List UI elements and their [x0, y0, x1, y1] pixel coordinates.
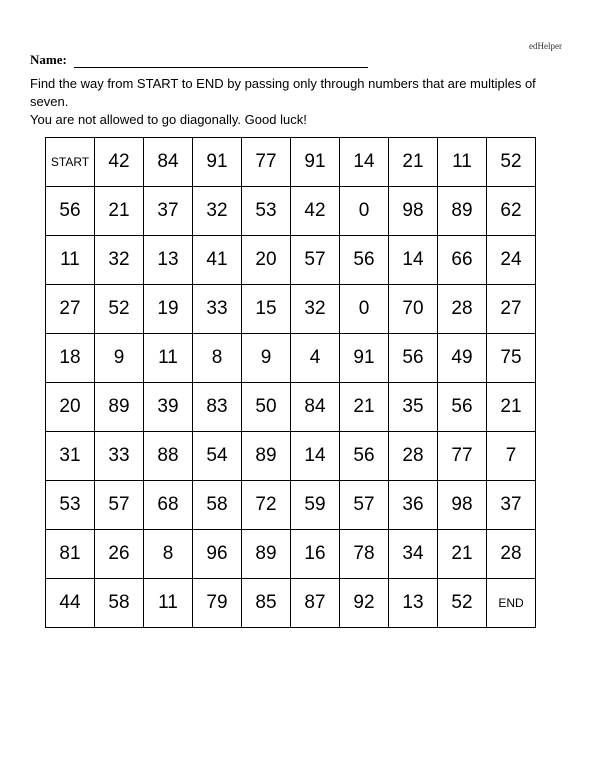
maze-cell[interactable]: 32	[193, 187, 242, 236]
maze-row	[46, 138, 536, 187]
maze-cell[interactable]: 81	[46, 530, 95, 579]
maze-cell[interactable]: 89	[242, 530, 291, 579]
maze-cell[interactable]: 91	[291, 138, 340, 187]
maze-cell[interactable]: 11	[438, 138, 487, 187]
name-row	[30, 52, 368, 68]
maze-cell[interactable]: 68	[144, 481, 193, 530]
maze-cell[interactable]: 21	[389, 138, 438, 187]
maze-cell[interactable]: 56	[389, 334, 438, 383]
maze-cell[interactable]: 0	[340, 187, 389, 236]
maze-cell[interactable]: 37	[144, 187, 193, 236]
maze-cell[interactable]: 56	[46, 187, 95, 236]
maze-cell[interactable]: 42	[95, 138, 144, 187]
maze-row	[46, 432, 536, 481]
maze-cell[interactable]: 20	[46, 383, 95, 432]
maze-cell[interactable]: 62	[487, 187, 536, 236]
maze-cell[interactable]: 52	[487, 138, 536, 187]
maze-cell[interactable]: 13	[389, 579, 438, 628]
maze-cell[interactable]: 79	[193, 579, 242, 628]
maze-cell[interactable]: END	[487, 579, 536, 628]
maze-cell[interactable]: 33	[193, 285, 242, 334]
maze-cell[interactable]: 24	[487, 236, 536, 285]
maze-cell[interactable]: START	[46, 138, 95, 187]
maze-cell[interactable]: 59	[291, 481, 340, 530]
maze-cell[interactable]: 7	[487, 432, 536, 481]
maze-cell[interactable]: 14	[291, 432, 340, 481]
maze-cell[interactable]: 77	[438, 432, 487, 481]
maze-cell[interactable]: 89	[242, 432, 291, 481]
maze-row	[46, 334, 536, 383]
instruction-line-1: Find the way from START to END by passing only through numbers that are multiples of seven.	[30, 76, 536, 109]
maze-row	[46, 579, 536, 628]
maze-cell[interactable]: 53	[242, 187, 291, 236]
maze-cell[interactable]: 88	[144, 432, 193, 481]
instructions	[30, 75, 575, 129]
maze-cell[interactable]: 8	[193, 334, 242, 383]
maze-cell[interactable]: 28	[438, 285, 487, 334]
maze-cell[interactable]: 27	[46, 285, 95, 334]
maze-row	[46, 285, 536, 334]
maze-cell[interactable]: 15	[242, 285, 291, 334]
maze-cell[interactable]: 57	[340, 481, 389, 530]
maze-row	[46, 383, 536, 432]
maze-cell[interactable]: 89	[95, 383, 144, 432]
maze-cell[interactable]: 96	[193, 530, 242, 579]
maze-cell[interactable]: 4	[291, 334, 340, 383]
maze-cell[interactable]: 14	[389, 236, 438, 285]
maze-row	[46, 481, 536, 530]
maze-cell[interactable]: 66	[438, 236, 487, 285]
instruction-line-2: You are not allowed to go diagonally. Good luck!	[30, 112, 307, 127]
maze-cell[interactable]: 28	[389, 432, 438, 481]
maze-cell[interactable]: 50	[242, 383, 291, 432]
maze-cell[interactable]: 32	[291, 285, 340, 334]
maze-cell[interactable]: 91	[193, 138, 242, 187]
maze-cell[interactable]: 58	[95, 579, 144, 628]
maze-cell[interactable]: 27	[487, 285, 536, 334]
maze-cell[interactable]: 41	[193, 236, 242, 285]
maze-cell[interactable]: 91	[340, 334, 389, 383]
maze-cell[interactable]: 87	[291, 579, 340, 628]
maze-cell[interactable]: 72	[242, 481, 291, 530]
maze-cell[interactable]: 98	[389, 187, 438, 236]
maze-cell[interactable]: 9	[242, 334, 291, 383]
maze-row	[46, 530, 536, 579]
maze-cell[interactable]: 84	[291, 383, 340, 432]
maze-cell[interactable]: 21	[438, 530, 487, 579]
maze-cell[interactable]: 56	[340, 432, 389, 481]
maze-cell[interactable]: 0	[340, 285, 389, 334]
maze-cell[interactable]: 78	[340, 530, 389, 579]
maze-cell[interactable]: 49	[438, 334, 487, 383]
maze-cell[interactable]: 85	[242, 579, 291, 628]
maze-cell[interactable]: 83	[193, 383, 242, 432]
maze-cell[interactable]: 98	[438, 481, 487, 530]
maze-cell[interactable]: 42	[291, 187, 340, 236]
maze-cell[interactable]: 34	[389, 530, 438, 579]
maze-row	[46, 236, 536, 285]
name-input-line[interactable]	[74, 55, 368, 68]
maze-cell[interactable]: 33	[95, 432, 144, 481]
maze-cell[interactable]: 26	[95, 530, 144, 579]
maze-cell[interactable]: 57	[291, 236, 340, 285]
maze-cell[interactable]: 52	[438, 579, 487, 628]
maze-cell[interactable]: 21	[340, 383, 389, 432]
maze-cell[interactable]: 58	[193, 481, 242, 530]
maze-cell[interactable]: 13	[144, 236, 193, 285]
maze-cell[interactable]: 57	[95, 481, 144, 530]
maze-cell[interactable]: 56	[438, 383, 487, 432]
maze-cell[interactable]: 53	[46, 481, 95, 530]
name-label: Name:	[30, 52, 67, 67]
maze-cell[interactable]: 89	[438, 187, 487, 236]
maze-cell[interactable]: 11	[144, 334, 193, 383]
maze-cell[interactable]: 44	[46, 579, 95, 628]
maze-cell[interactable]: 52	[95, 285, 144, 334]
maze-cell[interactable]: 92	[340, 579, 389, 628]
maze-cell[interactable]: 11	[46, 236, 95, 285]
maze-cell[interactable]: 20	[242, 236, 291, 285]
maze-row	[46, 187, 536, 236]
maze-cell[interactable]: 16	[291, 530, 340, 579]
maze-cell[interactable]: 54	[193, 432, 242, 481]
maze-cell[interactable]: 11	[144, 579, 193, 628]
maze-cell[interactable]: 37	[487, 481, 536, 530]
maze-cell[interactable]: 21	[487, 383, 536, 432]
maze-cell[interactable]: 84	[144, 138, 193, 187]
maze-cell[interactable]: 21	[95, 187, 144, 236]
maze-cell[interactable]: 56	[340, 236, 389, 285]
maze-cell[interactable]: 39	[144, 383, 193, 432]
brand-label: edHelper	[529, 41, 562, 51]
maze-grid	[45, 137, 536, 628]
maze-cell[interactable]: 28	[487, 530, 536, 579]
maze-cell[interactable]: 75	[487, 334, 536, 383]
maze-cell[interactable]: 8	[144, 530, 193, 579]
maze-cell[interactable]: 31	[46, 432, 95, 481]
maze-cell[interactable]: 32	[95, 236, 144, 285]
maze-cell[interactable]: 35	[389, 383, 438, 432]
maze-cell[interactable]: 77	[242, 138, 291, 187]
maze-cell[interactable]: 19	[144, 285, 193, 334]
maze-cell[interactable]: 70	[389, 285, 438, 334]
maze-cell[interactable]: 18	[46, 334, 95, 383]
maze-cell[interactable]: 9	[95, 334, 144, 383]
maze-cell[interactable]: 36	[389, 481, 438, 530]
maze-cell[interactable]: 14	[340, 138, 389, 187]
